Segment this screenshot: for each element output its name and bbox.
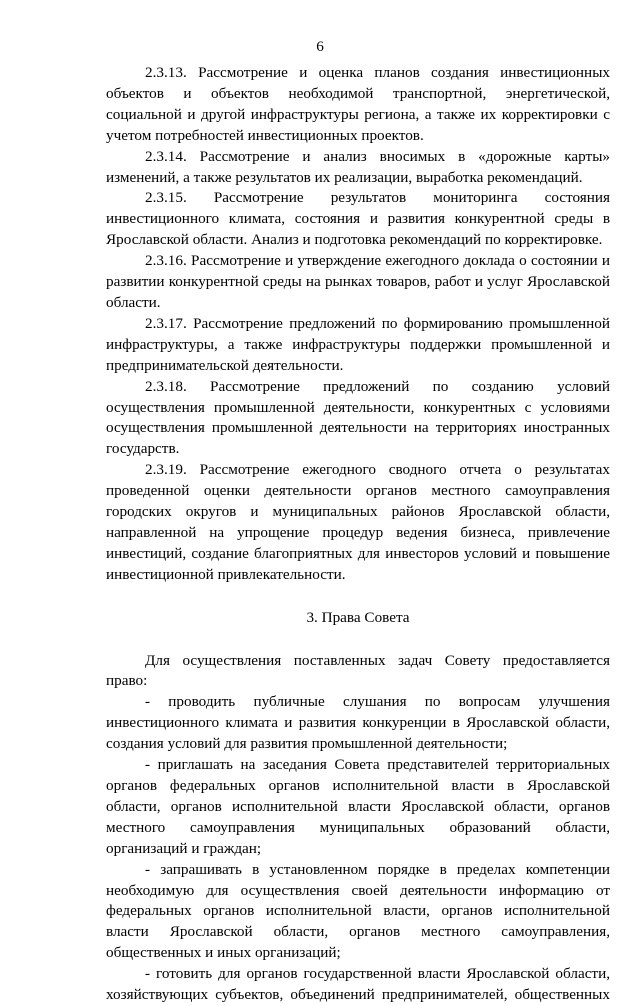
page-number: 6 — [316, 38, 324, 55]
paragraph-2-3-15: 2.3.15. Рассмотрение результатов мониторинга состояния инвестиционного климата, состояния и развития конкурентной среды в Ярославской области. Анализ и подготовка рекомендаций по корректировке. — [106, 189, 610, 249]
paragraph-2-3-13: 2.3.13. Рассмотрение и оценка планов создания инвестиционных объектов и объектов необходимой транспортной, энергетической, социальной и другой инфраструктуры региона, а также их корректировки с учетом потребностей инвестиционных проектов. — [106, 64, 610, 144]
section-heading: 3. Права Совета — [306, 608, 410, 626]
spacer — [106, 586, 610, 608]
paragraph-2-3-14: 2.3.14. Рассмотрение и анализ вносимых в «дорожные карты» изменений, а также результатов их реализации, выработка рекомендаций. — [106, 147, 610, 186]
section-intro: Для осуществления поставленных задач Совету предоставляется право: — [106, 651, 610, 690]
paragraph-2-3-16: 2.3.16. Рассмотрение и утверждение ежегодного доклада о состоянии и развитии конкурентной среды на рынках товаров, работ и услуг Ярославской области. — [106, 252, 610, 311]
paragraph-2-3-17: 2.3.17. Рассмотрение предложений по формированию промышленной инфраструктуры, а также инфраструктуры поддержки промышленной и предпринимательской деятельности. — [106, 314, 610, 374]
document-body — [106, 63, 610, 1006]
paragraph-2-3-19: 2.3.19. Рассмотрение ежегодного сводного отчета о результатах проведенной оценки деятельности органов местного самоуправления городских округов и муниципальных районов Ярославской области, направленной на упрощение процедур ведения бизнеса, привлечение инвестиций, создание благоприятных для инвесторов условий и повышение инвестиционной привлекательности. — [106, 461, 610, 583]
paragraph-2-3-18: 2.3.18. Рассмотрение предложений по созданию условий осуществления промышленной деятельности, конкурентных с условиями осуществления промышленной деятельности на территориях иностранных государств. — [106, 377, 610, 458]
spacer — [106, 629, 610, 651]
right-item-invite: - приглашать на заседания Совета представителей территориальных органов федеральных органов исполнительной власти в Ярославской области, органов исполнительной власти Ярославской области, органов местного самоуправления муниципальных образований области, организаций и граждан; — [106, 756, 610, 857]
right-item-request: - запрашивать в установленном порядке в пределах компетенции необходимую для осуществления своей деятельности информацию от федеральных органов исполнительной власти, органов исполнительной власти Ярославской области, органов местного самоуправления, общественных и иных организаций; — [106, 860, 610, 962]
right-item-hearings: - проводить публичные слушания по вопросам улучшения инвестиционного климата и развития конкуренции в Ярославской области, создания условий для развития промышленной деятельности; — [106, 693, 610, 753]
right-item-prepare: - готовить для органов государственной власти Ярославской области, хозяйствующих субъектов, объединений предпринимателей, общественных — [106, 965, 610, 1004]
